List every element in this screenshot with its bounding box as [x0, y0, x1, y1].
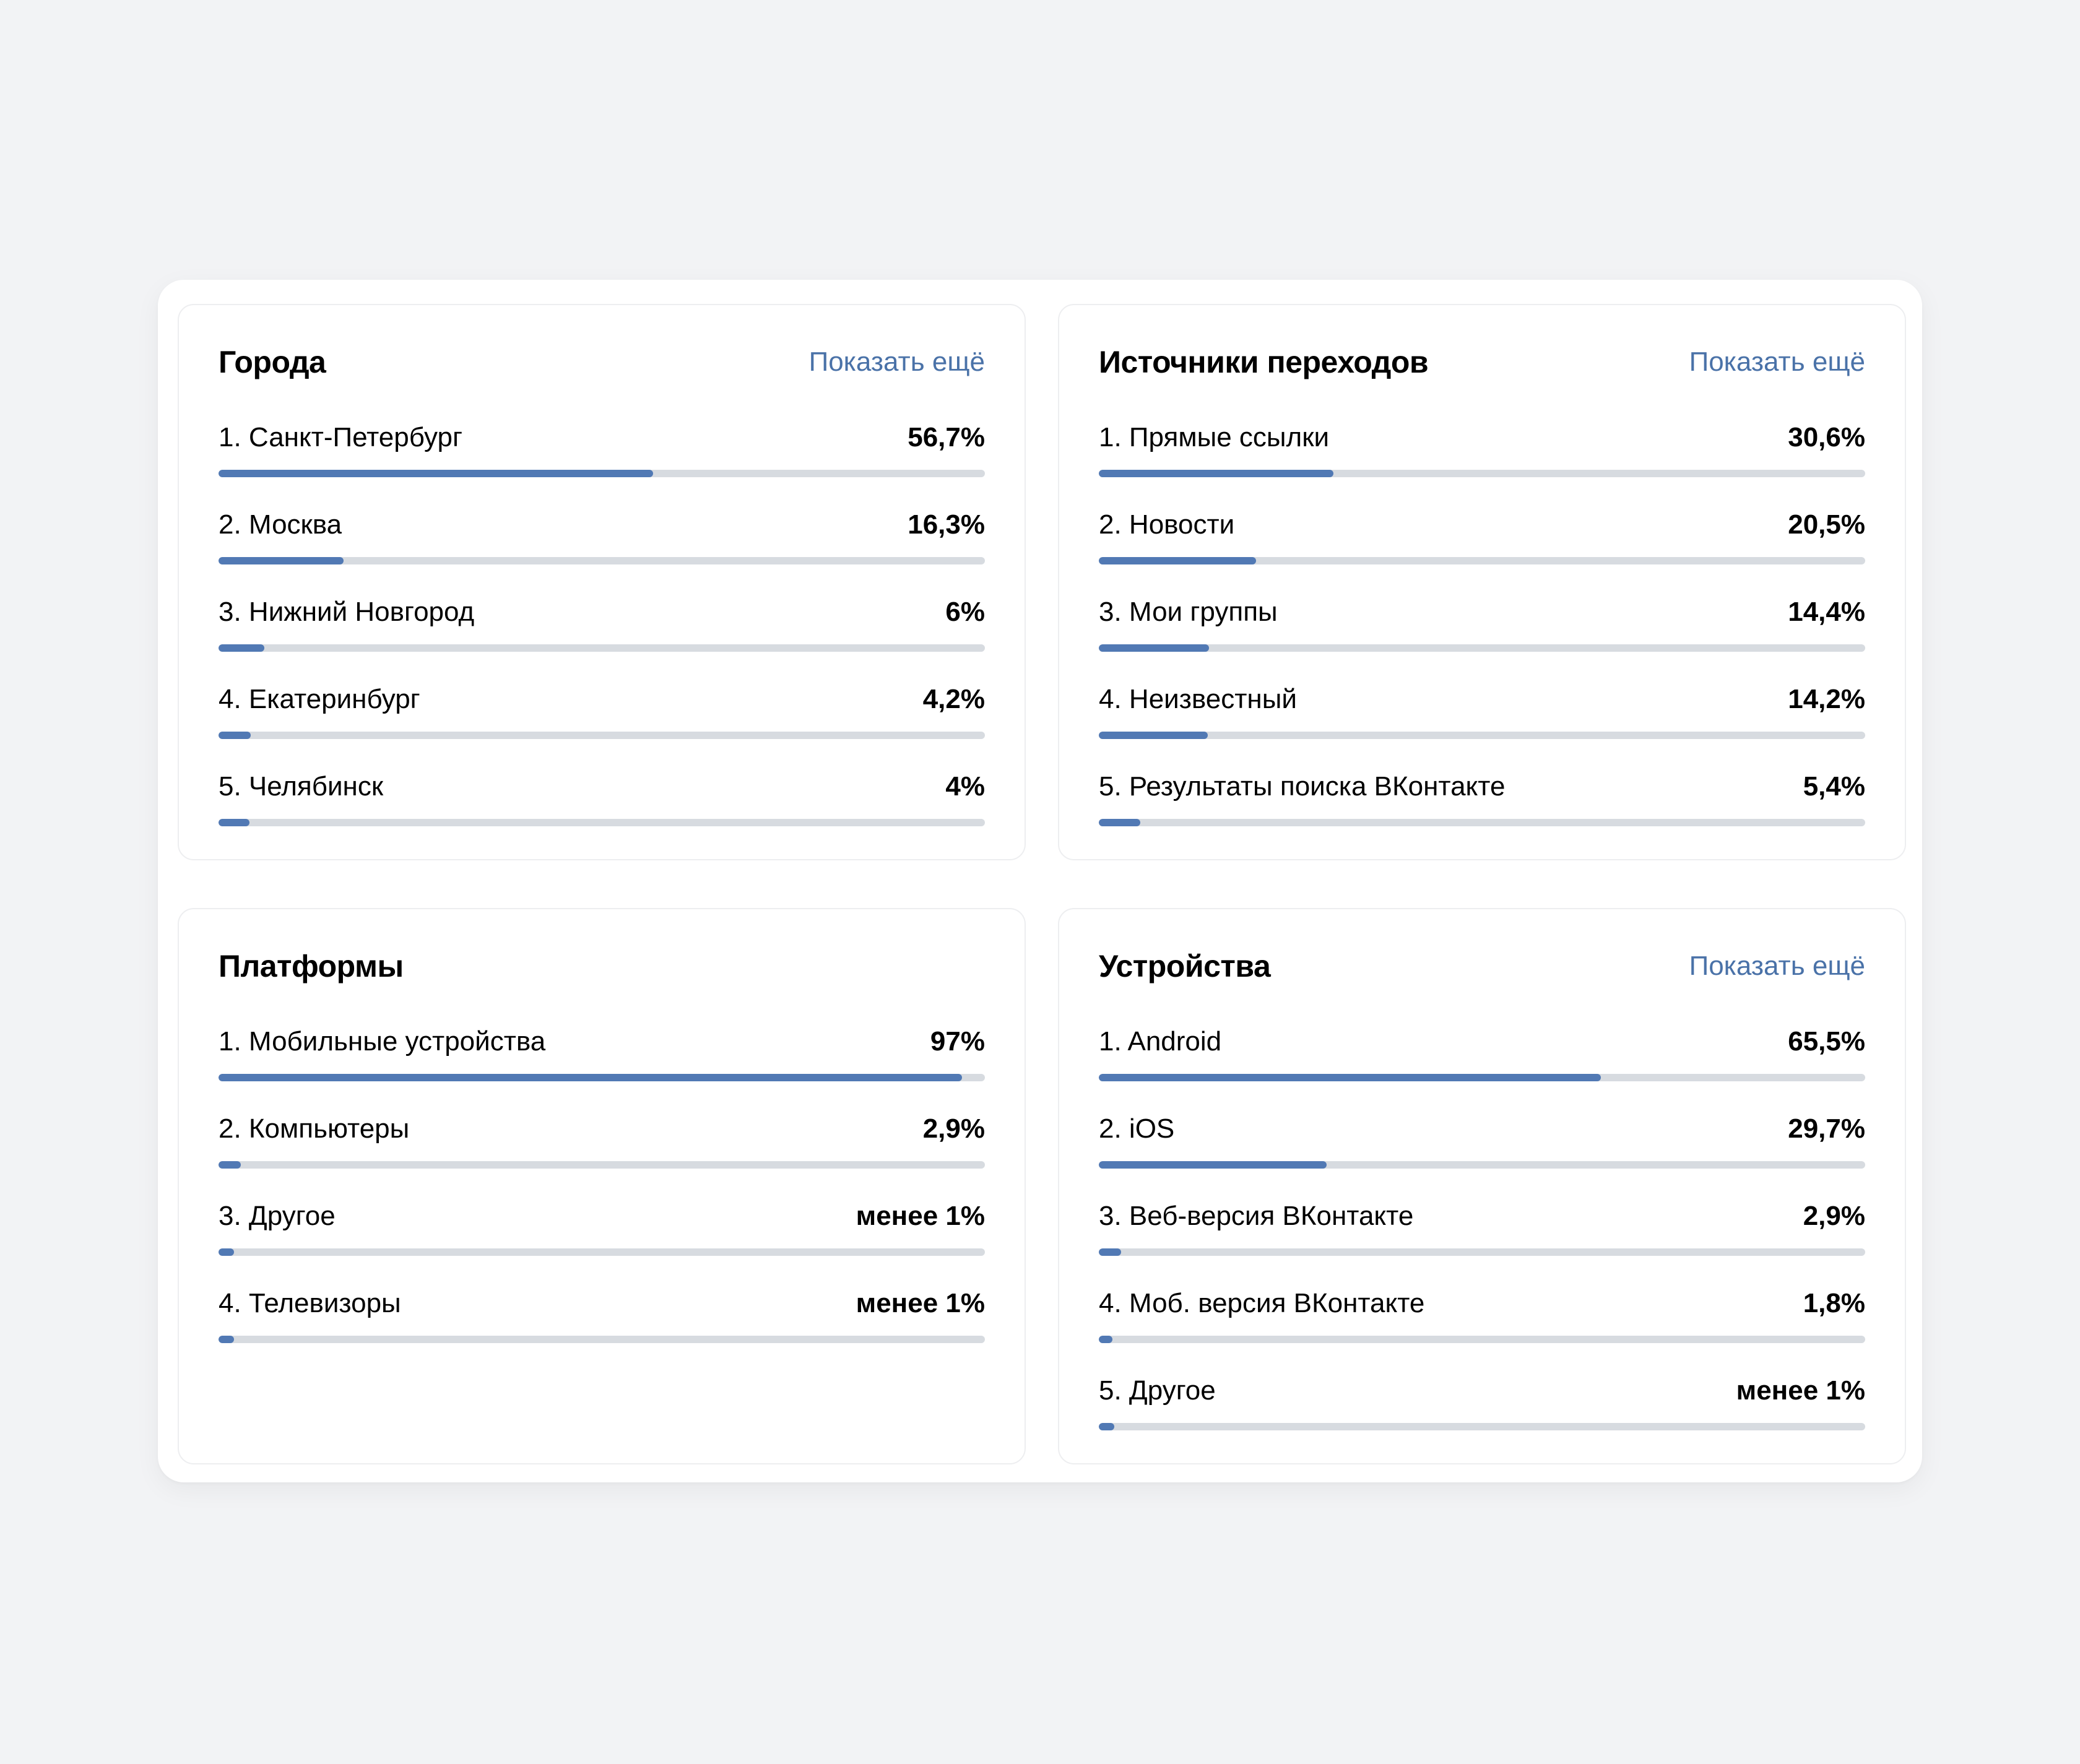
list-item — [219, 595, 985, 682]
card-header — [219, 948, 985, 985]
show-more-link[interactable]: Показать ещё — [1689, 347, 1865, 377]
progress-fill — [1099, 1248, 1121, 1256]
row-value: 29,7% — [1788, 1113, 1865, 1144]
rows-list — [1099, 420, 1865, 857]
list-item — [1099, 1286, 1865, 1373]
card-header — [1099, 344, 1865, 381]
progress-track — [219, 557, 985, 564]
progress-fill — [1099, 1161, 1327, 1169]
row-value: 2,9% — [1803, 1201, 1865, 1231]
card-title: Города — [219, 345, 326, 379]
row-label: 1. Android — [1099, 1026, 1222, 1057]
progress-track — [219, 470, 985, 477]
row-label: 4. Телевизоры — [219, 1288, 401, 1318]
progress-track — [219, 644, 985, 652]
row-label: 1. Мобильные устройства — [219, 1026, 546, 1057]
list-item — [219, 769, 985, 857]
progress-fill — [219, 819, 249, 826]
platforms-card — [178, 908, 1026, 1464]
progress-fill — [219, 644, 264, 652]
list-item — [219, 420, 985, 508]
row-label: 2. Новости — [1099, 509, 1235, 540]
progress-fill — [1099, 1423, 1114, 1430]
progress-track — [1099, 1423, 1865, 1430]
list-item — [1099, 508, 1865, 595]
progress-fill — [1099, 819, 1140, 826]
list-item — [1099, 420, 1865, 508]
devices-card — [1058, 908, 1906, 1464]
row-value: 65,5% — [1788, 1026, 1865, 1057]
progress-track — [219, 732, 985, 739]
progress-track — [219, 1161, 985, 1169]
row-value: 20,5% — [1788, 509, 1865, 540]
row-value: 16,3% — [908, 509, 985, 540]
progress-fill — [1099, 470, 1333, 477]
row-label: 2. Компьютеры — [219, 1113, 410, 1144]
row-label: 3. Веб-версия ВКонтакте — [1099, 1201, 1414, 1231]
list-item — [1099, 1373, 1865, 1461]
row-label: 3. Другое — [219, 1201, 336, 1231]
row-value: 97% — [930, 1026, 985, 1057]
list-item — [1099, 1199, 1865, 1286]
list-item — [1099, 682, 1865, 769]
row-value: 30,6% — [1788, 422, 1865, 452]
row-value: менее 1% — [856, 1288, 985, 1318]
show-more-link[interactable]: Показать ещё — [1689, 951, 1865, 981]
row-label: 2. Москва — [219, 509, 342, 540]
show-more-link[interactable]: Показать ещё — [808, 347, 985, 377]
list-item — [219, 1199, 985, 1286]
progress-fill — [1099, 557, 1256, 564]
list-item — [219, 1286, 985, 1373]
row-label: 5. Другое — [1099, 1375, 1216, 1406]
row-value: 14,4% — [1788, 597, 1865, 627]
list-item — [219, 682, 985, 769]
row-value: 5,4% — [1803, 771, 1865, 802]
row-label: 3. Мои группы — [1099, 597, 1278, 627]
progress-fill — [219, 1248, 234, 1256]
list-item — [1099, 769, 1865, 857]
rows-list — [219, 1024, 985, 1373]
row-value: менее 1% — [1736, 1375, 1865, 1406]
list-item — [1099, 1024, 1865, 1112]
progress-track — [219, 1248, 985, 1256]
progress-track — [219, 1336, 985, 1343]
progress-track — [219, 819, 985, 826]
row-value: 4,2% — [922, 684, 985, 714]
row-label: 5. Челябинск — [219, 771, 384, 802]
row-label: 1. Санкт-Петербург — [219, 422, 463, 452]
row-label: 4. Екатеринбург — [219, 684, 420, 714]
progress-track — [1099, 644, 1865, 652]
card-title: Источники переходов — [1099, 345, 1429, 379]
card-header — [219, 344, 985, 381]
list-item — [1099, 595, 1865, 682]
row-value: 4% — [945, 771, 985, 802]
progress-track — [1099, 1336, 1865, 1343]
progress-fill — [1099, 1074, 1601, 1081]
progress-fill — [219, 557, 344, 564]
list-item — [1099, 1112, 1865, 1199]
stats-panel — [158, 280, 1922, 1482]
cities-card — [178, 304, 1026, 860]
row-label: 2. iOS — [1099, 1113, 1175, 1144]
progress-fill — [219, 470, 653, 477]
progress-fill — [219, 1074, 962, 1081]
progress-fill — [1099, 644, 1209, 652]
row-label: 4. Неизвестный — [1099, 684, 1297, 714]
rows-list — [219, 420, 985, 857]
row-value: 6% — [945, 597, 985, 627]
progress-track — [1099, 732, 1865, 739]
progress-track — [1099, 1074, 1865, 1081]
progress-track — [219, 1074, 985, 1081]
progress-track — [1099, 819, 1865, 826]
row-label: 1. Прямые ссылки — [1099, 422, 1330, 452]
row-value: 56,7% — [908, 422, 985, 452]
list-item — [219, 508, 985, 595]
row-value: менее 1% — [856, 1201, 985, 1231]
row-label: 4. Моб. версия ВКонтакте — [1099, 1288, 1425, 1318]
row-value: 1,8% — [1803, 1288, 1865, 1318]
progress-fill — [219, 732, 251, 739]
rows-list — [1099, 1024, 1865, 1461]
progress-track — [1099, 1248, 1865, 1256]
progress-track — [1099, 1161, 1865, 1169]
progress-fill — [219, 1336, 234, 1343]
progress-track — [1099, 557, 1865, 564]
row-label: 3. Нижний Новгород — [219, 597, 475, 627]
card-title: Платформы — [219, 949, 404, 984]
sources-card — [1058, 304, 1906, 860]
progress-fill — [1099, 1336, 1112, 1343]
list-item — [219, 1024, 985, 1112]
progress-fill — [1099, 732, 1208, 739]
list-item — [219, 1112, 985, 1199]
card-header — [1099, 948, 1865, 985]
card-title: Устройства — [1099, 949, 1271, 984]
row-value: 2,9% — [922, 1113, 985, 1144]
row-value: 14,2% — [1788, 684, 1865, 714]
progress-track — [1099, 470, 1865, 477]
row-label: 5. Результаты поиска ВКонтакте — [1099, 771, 1506, 802]
progress-fill — [219, 1161, 241, 1169]
